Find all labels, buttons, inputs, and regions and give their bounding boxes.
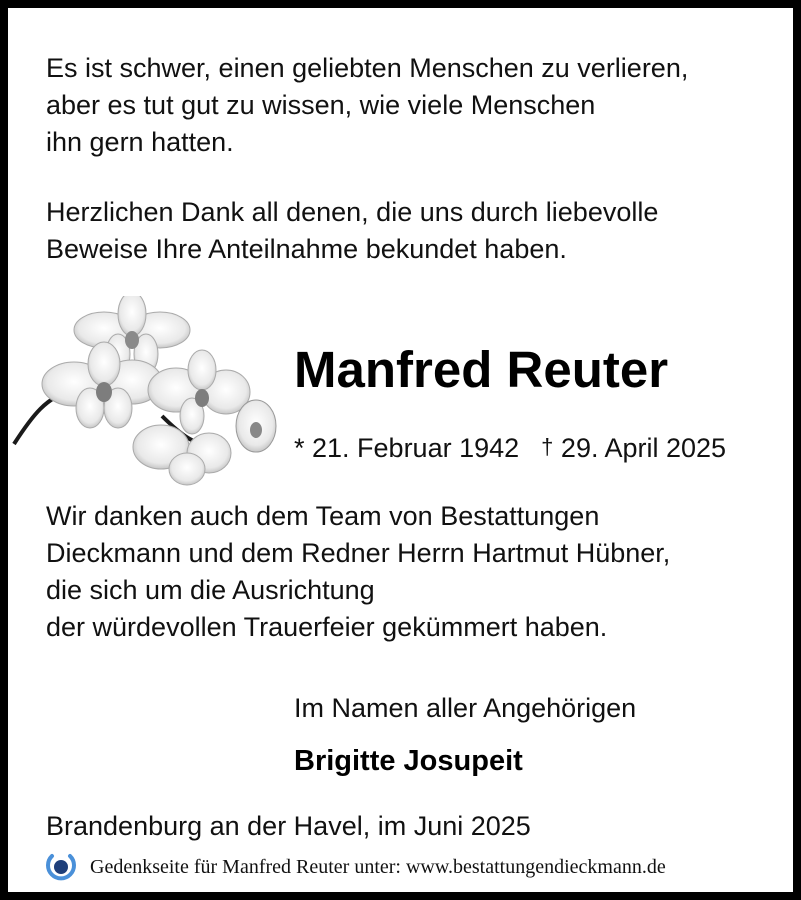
death-date: 29. April 2025	[560, 433, 727, 463]
intro-line: aber es tut gut zu wissen, wie viele Menschen	[46, 90, 596, 120]
birth-date: * 21. Februar 1942	[294, 433, 520, 463]
thanks-paragraph	[46, 194, 658, 268]
team-thanks-line: Dieckmann und dem Redner Herrn Hartmut Hübner,	[46, 538, 671, 568]
signer-name: Brigitte Josupeit	[294, 745, 523, 777]
memorial-page-link[interactable]: Gedenkseite für Manfred Reuter unter: www.bestattungendieckmann.de	[90, 855, 666, 878]
team-thanks-line: der würdevollen Trauerfeier gekümmert haben.	[46, 612, 608, 642]
team-thanks-line: die sich um die Ausrichtung	[46, 575, 375, 605]
memorial-logo-icon	[44, 850, 78, 884]
death-cross-icon: †	[541, 434, 554, 459]
intro-line: Es ist schwer, einen geliebten Menschen zu verlieren,	[46, 53, 689, 83]
intro-line: ihn gern hatten.	[46, 127, 234, 157]
team-thanks-paragraph	[46, 498, 670, 646]
life-dates	[294, 430, 726, 468]
thanks-line: Beweise Ihre Anteilnahme bekundet haben.	[46, 234, 567, 264]
orchid-flower-icon	[12, 296, 282, 486]
team-thanks-line: Wir danken auch dem Team von Bestattungen	[46, 501, 600, 531]
memorial-footer	[44, 850, 666, 884]
intro-paragraph	[46, 50, 688, 161]
place-date: Brandenburg an der Havel, im Juni 2025	[46, 811, 531, 841]
deceased-name: Manfred Reuter	[294, 341, 669, 398]
closing-phrase: Im Namen aller Angehörigen	[294, 693, 637, 723]
thanks-line: Herzlichen Dank all denen, die uns durch liebevolle	[46, 197, 659, 227]
